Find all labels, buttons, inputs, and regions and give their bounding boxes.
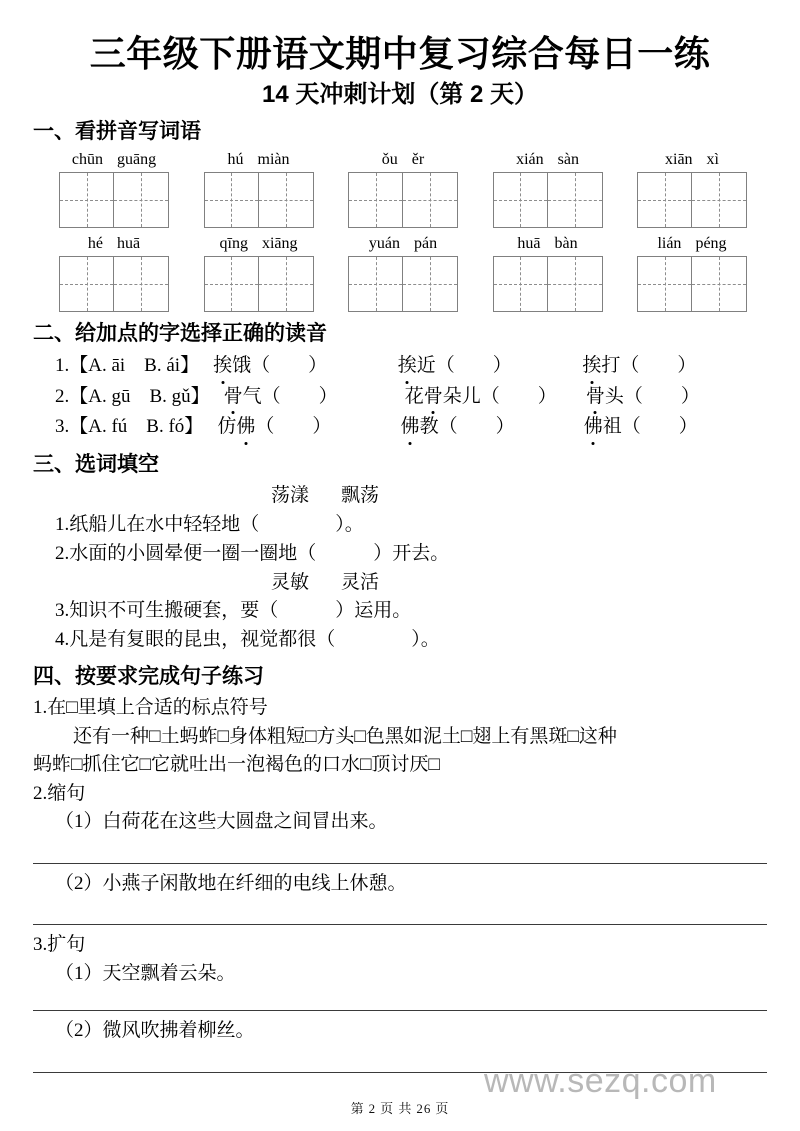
pinyin-label: [59, 150, 169, 170]
pinyin-label: [637, 234, 747, 254]
pinyin-grid-group: [493, 234, 603, 312]
word-bank-option[interactable]: 灵活: [341, 571, 380, 593]
pinyin-grid-group: [493, 150, 603, 228]
character-grid[interactable]: [348, 172, 458, 228]
word-suffix-with-blank: 饿（ ）: [232, 354, 328, 376]
pinyin-grid-group: [637, 150, 747, 228]
footer-page-number: 2: [368, 1101, 377, 1116]
word-suffix-with-blank: 气（ ）: [242, 385, 338, 407]
pinyin-syllable: chūn: [71, 150, 103, 168]
pinyin-grid-group: [59, 234, 169, 312]
answer-line[interactable]: [33, 863, 767, 864]
pinyin-syllable: hú: [227, 150, 244, 168]
pinyin-label: [493, 150, 603, 170]
pronunciation-word[interactable]: [401, 412, 584, 443]
dotted-character: 骨: [224, 382, 243, 413]
question-number: 2.: [55, 385, 70, 407]
word-suffix-with-blank: 朵儿（ ）: [442, 385, 557, 407]
pinyin-grid-group: [348, 150, 458, 228]
fill-blank-question-3: 3.知识不可生搬硬套，要（ ）运用。: [55, 600, 412, 622]
word-suffix-with-blank: 祖（ ）: [602, 416, 698, 438]
pinyin-syllable: huā: [517, 234, 541, 252]
footer-total-pages: 26: [416, 1101, 432, 1116]
fill-blank-question-1: 1.纸船儿在水中轻轻地（ ）。: [55, 513, 364, 535]
pinyin-label: [204, 150, 314, 170]
pinyin-grid-group: [204, 150, 314, 228]
word-suffix-with-blank: （ ）: [255, 416, 332, 438]
pronunciation-word[interactable]: [203, 412, 400, 443]
character-grid[interactable]: [493, 256, 603, 312]
site-watermark: www.sezq.com: [484, 1062, 717, 1100]
character-grid[interactable]: [493, 172, 603, 228]
character-grid[interactable]: [204, 256, 314, 312]
dotted-character: 佛: [401, 412, 420, 443]
question-number: 3.: [55, 416, 70, 438]
page-subtitle: 14 天冲刺计划（第 2 天）: [261, 81, 539, 109]
word-bank-option[interactable]: 荡漾: [270, 485, 309, 507]
pinyin-syllable: ěr: [411, 150, 425, 168]
character-grid-cell[interactable]: [494, 257, 548, 311]
character-grid-cell[interactable]: [205, 173, 259, 227]
character-grid[interactable]: [59, 256, 169, 312]
answer-line[interactable]: [33, 924, 767, 925]
character-grid-cell[interactable]: [692, 173, 746, 227]
pinyin-label: [59, 234, 169, 254]
pinyin-syllable: qīng: [219, 234, 248, 252]
pinyin-syllable: sàn: [557, 150, 579, 168]
character-grid[interactable]: [637, 256, 747, 312]
word-prefix: 花: [404, 385, 424, 407]
pronunciation-word-list: [203, 412, 767, 443]
pinyin-syllable: ǒu: [381, 150, 398, 168]
character-grid-cell[interactable]: [259, 257, 313, 311]
pinyin-label: [204, 234, 314, 254]
pinyin-syllable: bàn: [554, 234, 578, 252]
pinyin-syllable: yuán: [368, 234, 400, 252]
expand-sentence-question-1: （1）天空飘着云朵。: [55, 962, 236, 984]
section-heading-two: 二、给加点的字选择正确的读音: [33, 321, 327, 345]
pinyin-writing-exercise: [33, 150, 767, 312]
character-grid-cell[interactable]: [114, 257, 168, 311]
pronunciation-word[interactable]: [210, 382, 405, 413]
word-bank-option[interactable]: 飘荡: [341, 485, 380, 507]
character-grid[interactable]: [204, 172, 314, 228]
character-grid-cell[interactable]: [692, 257, 746, 311]
pinyin-syllable: pán: [414, 234, 438, 252]
dotted-character: 佛: [236, 412, 255, 443]
page-footer: [0, 1098, 800, 1117]
fill-blank-question-2: 2.水面的小圆晕便一圈一圈地（ ）开去。: [55, 542, 450, 564]
pinyin-grid-group: [59, 150, 169, 228]
pinyin-grid-row: [33, 150, 767, 228]
footer-middle: 页 共: [380, 1101, 413, 1116]
pinyin-syllable: hé: [87, 234, 103, 252]
pronunciation-word-list: [199, 351, 767, 382]
character-grid-cell[interactable]: [349, 173, 403, 227]
pronunciation-word[interactable]: [199, 351, 398, 382]
pinyin-syllable: xián: [516, 150, 544, 168]
pinyin-syllable: guāng: [117, 150, 157, 168]
pinyin-grid-group: [348, 234, 458, 312]
pronunciation-choice-row: [33, 412, 767, 443]
character-grid-cell[interactable]: [349, 257, 403, 311]
shorten-sentence-label: 2.缩句: [33, 782, 86, 804]
dotted-character: 骨: [424, 382, 443, 413]
word-suffix-with-blank: 教（ ）: [419, 416, 515, 438]
punctuation-task-label: 1.在□里填上合适的标点符号: [33, 697, 268, 719]
pronunciation-choice-row: [33, 382, 767, 413]
character-grid-cell[interactable]: [60, 173, 114, 227]
character-grid-cell[interactable]: [60, 257, 114, 311]
expand-sentence-question-2: （2）微风吹拂着柳丝。: [55, 1020, 255, 1042]
pinyin-label: [348, 150, 458, 170]
word-prefix: 仿: [217, 416, 237, 438]
word-suffix-with-blank: 头（ ）: [604, 385, 700, 407]
dotted-character: 挨: [398, 351, 417, 382]
pinyin-syllable: lián: [657, 234, 682, 252]
answer-line[interactable]: [33, 1010, 767, 1011]
section-heading-one: 一、看拼音写词语: [33, 120, 201, 144]
pinyin-syllable: miàn: [257, 150, 290, 168]
section-heading-three: 三、选词填空: [33, 453, 159, 477]
pronunciation-choice-row: [33, 351, 767, 382]
character-grid-cell[interactable]: [205, 257, 259, 311]
word-bank-one: [33, 482, 767, 511]
section-heading-four: 四、按要求完成句子练习: [33, 664, 264, 688]
pronunciation-choice-exercise: [33, 351, 767, 443]
character-grid-cell[interactable]: [638, 173, 692, 227]
pronunciation-word[interactable]: [584, 412, 767, 443]
character-grid-cell[interactable]: [494, 173, 548, 227]
fill-blank-question-4: 4.凡是有复眼的昆虫，视觉都很（ ）。: [55, 628, 440, 650]
pinyin-grid-row: [33, 234, 767, 312]
word-bank-two: [33, 569, 767, 598]
page-title: 三年级下册语文期中复习综合每日一练: [89, 33, 711, 74]
word-suffix-with-blank: 打（ ）: [601, 354, 697, 376]
punctuation-task-text-line-2: 蚂蚱□抓住它□它就吐出一泡褐色的口水□顶讨厌□: [33, 754, 440, 776]
pinyin-label: [637, 150, 747, 170]
pinyin-grid-group: [637, 234, 747, 312]
character-grid-cell[interactable]: [114, 173, 168, 227]
pinyin-syllable: xiāng: [261, 234, 298, 252]
expand-sentence-label: 3.扩句: [33, 934, 86, 956]
pinyin-syllable: xiān: [665, 150, 693, 168]
pinyin-syllable: xì: [706, 150, 719, 168]
character-grid-cell[interactable]: [638, 257, 692, 311]
word-bank-option[interactable]: 灵敏: [270, 571, 309, 593]
pronunciation-options: 【A. fú B. fó】: [69, 416, 204, 438]
dotted-character: 骨: [586, 382, 605, 413]
character-grid-cell[interactable]: [403, 173, 457, 227]
dotted-character: 佛: [584, 412, 603, 443]
punctuation-task-text-line-1: 还有一种□土蚂蚱□身体粗短□方头□色黑如泥土□翅上有黑斑□这种: [73, 725, 617, 747]
pinyin-syllable: péng: [695, 234, 727, 252]
shorten-sentence-question-2: （2）小燕子闲散地在纤细的电线上休憩。: [55, 872, 407, 894]
pinyin-label: [348, 234, 458, 254]
character-grid-cell[interactable]: [548, 173, 602, 227]
dotted-character: 挨: [213, 351, 232, 382]
pronunciation-word[interactable]: [582, 351, 767, 382]
pronunciation-word-list: [210, 382, 767, 413]
character-grid-cell[interactable]: [259, 173, 313, 227]
character-grid[interactable]: [59, 172, 169, 228]
pinyin-grid-group: [204, 234, 314, 312]
pronunciation-word[interactable]: [398, 351, 583, 382]
footer-prefix: 第: [350, 1101, 365, 1116]
character-grid-cell[interactable]: [403, 257, 457, 311]
pronunciation-options: 【A. gū B. gǔ】: [69, 385, 210, 407]
dotted-character: 挨: [582, 351, 601, 382]
character-grid-cell[interactable]: [548, 257, 602, 311]
word-suffix-with-blank: 近（ ）: [416, 354, 512, 376]
character-grid[interactable]: [348, 256, 458, 312]
footer-suffix: 页: [435, 1101, 450, 1116]
pronunciation-options: 【A. āi B. ái】: [69, 354, 200, 376]
character-grid[interactable]: [637, 172, 747, 228]
pronunciation-word[interactable]: [586, 382, 767, 413]
pinyin-syllable: huā: [117, 234, 141, 252]
question-number: 1.: [55, 354, 70, 376]
pronunciation-word[interactable]: [405, 382, 586, 413]
pinyin-label: [493, 234, 603, 254]
shorten-sentence-question-1: （1）白荷花在这些大圆盘之间冒出来。: [55, 811, 388, 833]
